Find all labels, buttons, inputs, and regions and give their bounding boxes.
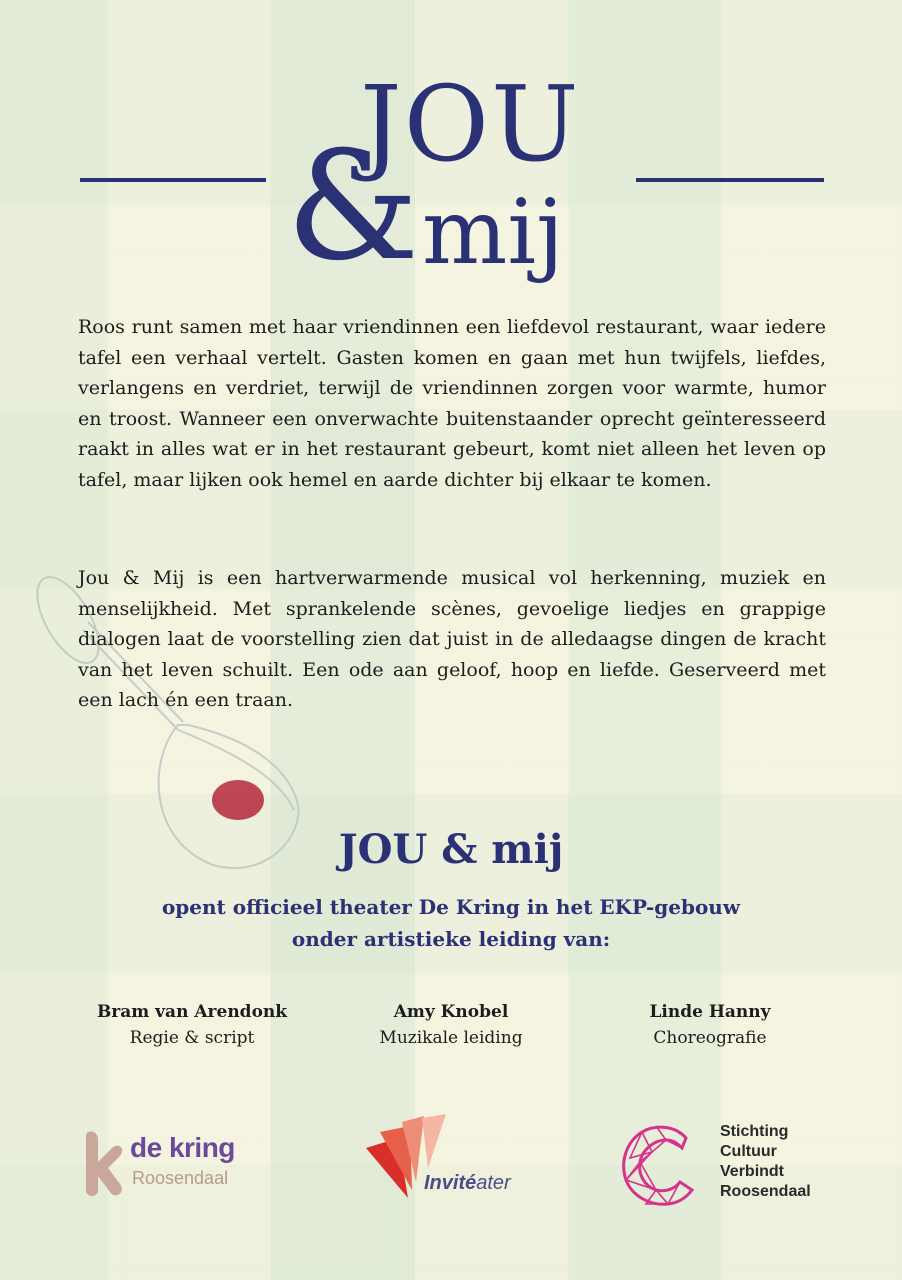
title-ampersand: & — [286, 120, 420, 294]
artistic-lead-line: onder artistieke leiding van: — [291, 927, 611, 951]
credit-choreography — [580, 1000, 840, 1052]
title-rule-left — [80, 178, 266, 182]
wine-stain — [212, 780, 264, 820]
opening-line: opent officieel theater De Kring in het EKP-gebouw — [161, 895, 741, 919]
description-paragraph: Jou & Mij is een hartverwarmende musical vol herkenning, muziek en menselijkheid. Met sprankelende scènes, gevoelige liedjes en grappige dialogen laat de voorstelling zien dat juist in de alledaagse dingen de kracht van het leven schuilt. Een ode aan geloof, hoop en liefde. Geserveerd met een lach én een traan. — [78, 567, 826, 711]
credit-name: Linde Hanny — [649, 1002, 771, 1022]
credit-role: Choreografie — [653, 1028, 767, 1048]
inviteater-logo — [362, 1112, 532, 1212]
credit-role: Regie & script — [129, 1028, 255, 1048]
poster-title — [0, 63, 902, 300]
title-mij: mij — [422, 180, 565, 285]
de-kring-logo — [78, 1128, 258, 1208]
title-rule-right — [636, 178, 824, 182]
scvr-c-icon — [616, 1118, 708, 1210]
stichting-cultuur-verbindt-logo — [616, 1118, 846, 1208]
credit-name: Amy Knobel — [393, 1002, 509, 1022]
synopsis-paragraph: Roos runt samen met haar vriendinnen een liefdevol restaurant, waar iedere tafel een verhaal vertelt. Gasten komen en gaan met hun twijfels, liefdes, verlangens en verdriet, terwijl de vriendinnen zorgen voor warmte, humor en troost. Wanneer een onverwachte buitenstaander oprecht geïnteresseerd raakt in alles wat er in het restaurant gebeurt, komt niet alleen het leven op tafel, maar lijken ook hemel en aarde dichter bij elkaar te komen. — [78, 316, 826, 491]
title-jou: JOU — [360, 63, 581, 185]
credit-director — [62, 1000, 322, 1052]
credit-name: Bram van Arendonk — [96, 1002, 288, 1022]
scvr-wordmark: Stichting Cultuur Verbindt Roosendaal — [720, 1123, 811, 1200]
credit-music — [321, 1000, 581, 1052]
credit-role: Muzikale leiding — [379, 1028, 523, 1048]
inviteater-wordmark: Invitéater — [424, 1172, 511, 1194]
kring-name: de kring — [130, 1132, 235, 1163]
kring-k-icon — [78, 1128, 128, 1200]
show-title: JOU & mij — [338, 826, 564, 873]
kring-city: Roosendaal — [132, 1168, 229, 1188]
